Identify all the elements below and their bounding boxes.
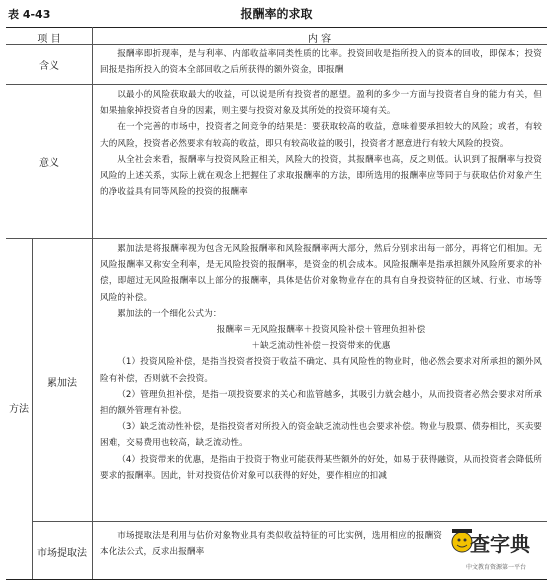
column-divider-upper bbox=[92, 27, 93, 238]
row-divider-2 bbox=[6, 238, 547, 239]
table-header bbox=[0, 0, 553, 28]
market-text bbox=[100, 528, 442, 560]
column-header-item: 项 目 bbox=[37, 34, 61, 45]
additive-text bbox=[100, 241, 542, 484]
watermark-url: 中文教育资源第一平台 bbox=[466, 564, 527, 571]
meaning-text bbox=[100, 46, 542, 78]
formula-line-1: 报酬率＝无风险报酬率＋投资风险补偿＋管理负担补偿 bbox=[216, 325, 426, 336]
bottom-rule bbox=[6, 579, 547, 580]
significance-paragraph-2: 在一个完善的市场中，投资者之间竞争的结果是：要获取较高的收益，意味着要承担较大的风险；或者，有较大的风险，投资者必然要求有较高的收益，即只有较高收益的吸引，投资者才愿意进行有较大风险的投资。 bbox=[100, 122, 542, 149]
row-divider-1 bbox=[6, 84, 547, 85]
column-divider-lower bbox=[92, 238, 93, 579]
top-rule bbox=[6, 27, 547, 28]
additive-item-1: （1）投资风险补偿，是指当投资者投资于收益不确定、具有风险性的物业时，他必然会要求对所承担的额外风险有补偿，否则就不会投资。 bbox=[100, 357, 542, 384]
row-label-method: 方法 bbox=[9, 404, 29, 415]
significance-paragraph-1: 以最小的风险获取最大的收益，可以说是所有投资者的愿望。盈利的多少一方面与投资者自身的能力有关，但如果抽象掉投资者自身的因素，则主要与投资对象及其所处的投资环境有关。 bbox=[100, 90, 542, 117]
additive-item-3: （3）缺乏流动性补偿，是指投资者对所投入的资金缺乏流动性也会要求补偿。物业与股票、债券相比，买卖要困难，交易费用也较高，缺乏流动性。 bbox=[100, 422, 542, 449]
table-number: 表 4-43 bbox=[8, 8, 51, 21]
method-inner-divider bbox=[32, 238, 33, 579]
additive-item-4: （4）投资带来的优惠，是指由于投资于物业可能获得某些额外的好处，如易于获得融资，从而投资者会降低所要求的报酬率。因此，针对投资估价对象可以获得的好处，要作相应的扣减 bbox=[100, 454, 542, 481]
additive-paragraph-2: 累加法的一个细化公式为： bbox=[117, 308, 222, 319]
formula-line-2: ＋缺乏流动性补偿－投资带来的优惠 bbox=[251, 341, 391, 352]
significance-paragraph-3: 从全社会来看，报酬率与投资风险正相关，风险大的投资，其报酬率也高，反之则低。认识到了报酬率与投资风险的上述关系，实际上就在观念上把握住了求取报酬率的方法，即所选用的报酬率应等同于与获取估价对象产生的净收益具有同等风险的投资的报酬率 bbox=[100, 154, 542, 198]
sub-label-additive: 累加法 bbox=[47, 378, 77, 389]
watermark-brand: 查字典 bbox=[470, 532, 530, 556]
additive-paragraph-1: 累加法是将报酬率视为包含无风险报酬率和风险报酬率两大部分，然后分别求出每一部分，再将它们相加。无风险报酬率又称安全利率，是无风险投资的报酬率，是资金的机会成本。风险报酬率是指承担额外风险所要求的补偿，即超过无风险报酬率以上部分的报酬率，具体是估价对象物业存在的具有自身投资特征的区域、行业、市场等风险的补偿。 bbox=[100, 244, 542, 303]
sub-label-market: 市场提取法 bbox=[37, 548, 87, 559]
column-header-content: 内 容 bbox=[307, 34, 332, 45]
additive-item-2: （2）管理负担补偿，是指一项投资要求的关心和监管越多，其吸引力就会越小，从而投资者必然会要求对所承担的额外管理有补偿。 bbox=[100, 389, 542, 417]
table-title: 报酬率的求取 bbox=[240, 7, 313, 21]
meaning-paragraph: 报酬率即折现率，是与利率、内部收益率同类性质的比率。投资回收是指所投入的资本的回收，即保本；投资回报是指所投入的资本全部回收之后所获得的额外资金，即报酬 bbox=[100, 49, 542, 76]
row-label-significance: 意义 bbox=[39, 158, 59, 169]
market-paragraph: 市场提取法是利用与估价对象物业具有类似收益特征的可比实例，选用相应的报酬资本化法公式，反求出报酬率 bbox=[100, 531, 442, 558]
significance-text bbox=[100, 87, 542, 200]
row-label-meaning: 含义 bbox=[39, 61, 59, 72]
